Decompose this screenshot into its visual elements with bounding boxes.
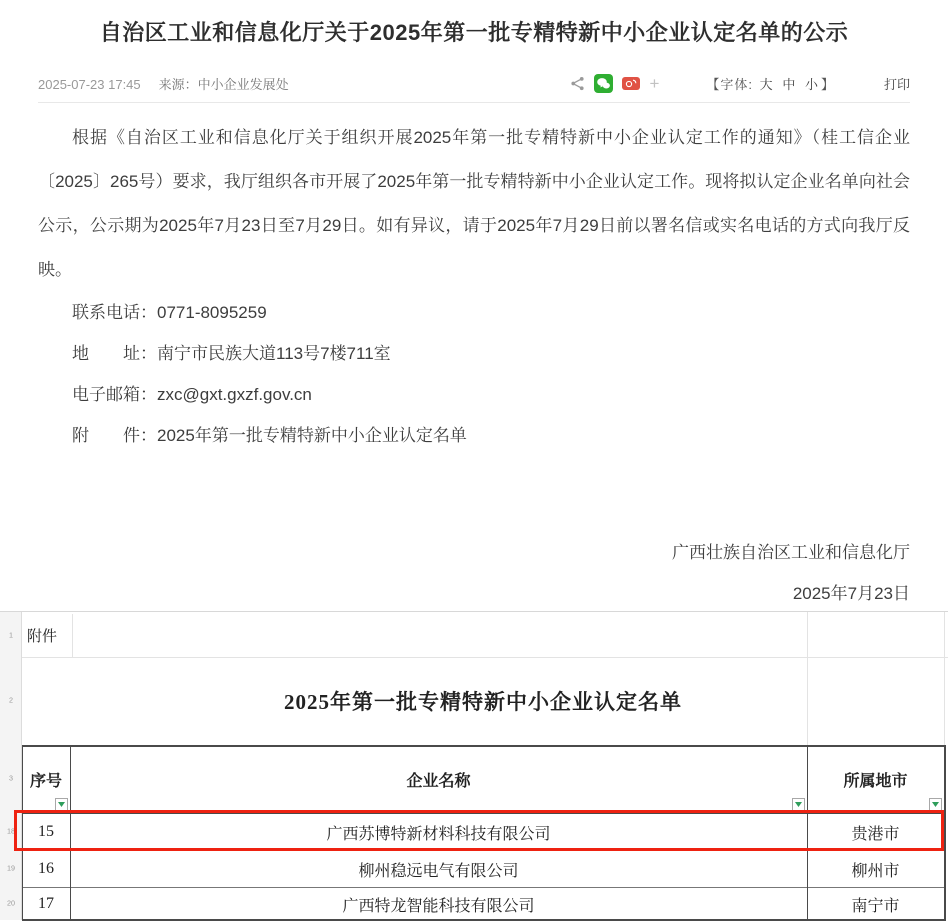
table-cell-city[interactable]: 柳州市 — [851, 862, 900, 880]
filter-dropdown-name[interactable] — [792, 798, 805, 811]
sheet-row-gutter — [0, 612, 22, 920]
contact-phone-line — [38, 292, 910, 333]
font-small-button[interactable]: 小 — [804, 77, 819, 92]
column-header-name[interactable]: 企业名称 — [406, 772, 471, 790]
table-cell-name[interactable]: 广西苏博特新材料科技有限公司 — [326, 825, 551, 843]
font-medium-button[interactable]: 中 — [782, 77, 797, 92]
filter-dropdown-no[interactable] — [55, 798, 68, 811]
gutter-row-number: 1 — [8, 631, 13, 639]
print-button[interactable]: 打印 — [883, 77, 910, 92]
announcement-paragraph: 根据《自治区工业和信息化厅关于组织开展2025年第一批专精特新中小企业认定工作的通知》（桂工信企业〔2025〕265号）要求，我厅组织各市开展了2025年第一批专精特新中小企业认定工作。现将拟认定企业名单向社会公示，公示期为2025年7月23日至7月29日。如有异议，请于2025年7月29日前以署名信或实名电话的方式向我厅反映。 — [38, 128, 910, 279]
table-cell-city[interactable]: 南宁市 — [851, 897, 900, 915]
contact-email-value: zxc@gxt.gxzf.gov.cn — [157, 385, 312, 404]
wechat-icon[interactable] — [594, 74, 613, 93]
column-header-no[interactable]: 序号 — [29, 772, 62, 790]
font-ctrl-suffix: 】 — [820, 77, 835, 92]
meta-right — [570, 74, 910, 93]
sheet-title[interactable]: 2025年第一批专精特新中小企业认定名单 — [284, 690, 682, 714]
contact-address-value: 南宁市民族大道113号7楼711室 — [157, 344, 391, 363]
table-border — [944, 745, 946, 921]
contact-email-label: 电子邮箱： — [72, 385, 157, 404]
gutter-row-number: 20 — [6, 899, 16, 907]
signature-org: 广西壮族自治区工业和信息化厅 — [672, 543, 910, 562]
gutter-row-number: 18 — [6, 827, 16, 835]
gutter-row-number: 19 — [6, 864, 16, 872]
gridline — [72, 614, 73, 657]
table-cell-city[interactable]: 贵港市 — [851, 825, 900, 843]
attachment-spreadsheet — [0, 611, 948, 920]
table-cell-name[interactable]: 柳州稳远电气有限公司 — [358, 862, 519, 880]
table-cell-no[interactable]: 17 — [38, 895, 54, 912]
page-title: 自治区工业和信息化厅关于2025年第一批专精特新中小企业认定名单的公示 — [99, 20, 849, 45]
attachment-line — [38, 415, 910, 456]
more-share-icon[interactable]: + — [649, 74, 660, 93]
announcement-article — [0, 16, 948, 614]
gutter-row-number: 2 — [8, 696, 13, 704]
font-size-control — [706, 74, 835, 93]
contact-phone-label: 联系电话： — [72, 303, 157, 322]
publish-datetime: 2025-07-23 17:45 — [38, 77, 141, 92]
attachment-label: 附 件： — [72, 426, 157, 445]
gutter-row-number: 3 — [8, 774, 13, 782]
share-icon[interactable] — [570, 76, 585, 91]
meta-bar — [38, 74, 910, 103]
font-ctrl-prefix: 【字体: — [706, 77, 754, 92]
font-large-button[interactable]: 大 — [759, 77, 774, 92]
filter-dropdown-city[interactable] — [929, 798, 942, 811]
attachment-link[interactable]: 2025年第一批专精特新中小企业认定名单 — [157, 426, 467, 445]
contact-phone-value: 0771-8095259 — [157, 303, 267, 322]
contact-address-label: 地 址： — [72, 344, 157, 363]
column-header-city[interactable]: 所属地市 — [843, 772, 908, 790]
weibo-icon[interactable] — [622, 77, 640, 90]
table-cell-no[interactable]: 15 — [38, 823, 54, 840]
signature-block — [38, 532, 910, 614]
meta-left — [38, 74, 307, 93]
table-cell-name[interactable]: 广西特龙智能科技有限公司 — [342, 897, 535, 915]
cell-attachment-label[interactable]: 附件 — [27, 629, 58, 645]
signature-date: 2025年7月23日 — [792, 584, 910, 603]
source-label: 来源：中小企业发展处 — [158, 77, 289, 92]
contact-email-line — [38, 374, 910, 415]
contact-address-line — [38, 333, 910, 374]
table-cell-no[interactable]: 16 — [38, 860, 54, 877]
gridline — [944, 612, 945, 745]
